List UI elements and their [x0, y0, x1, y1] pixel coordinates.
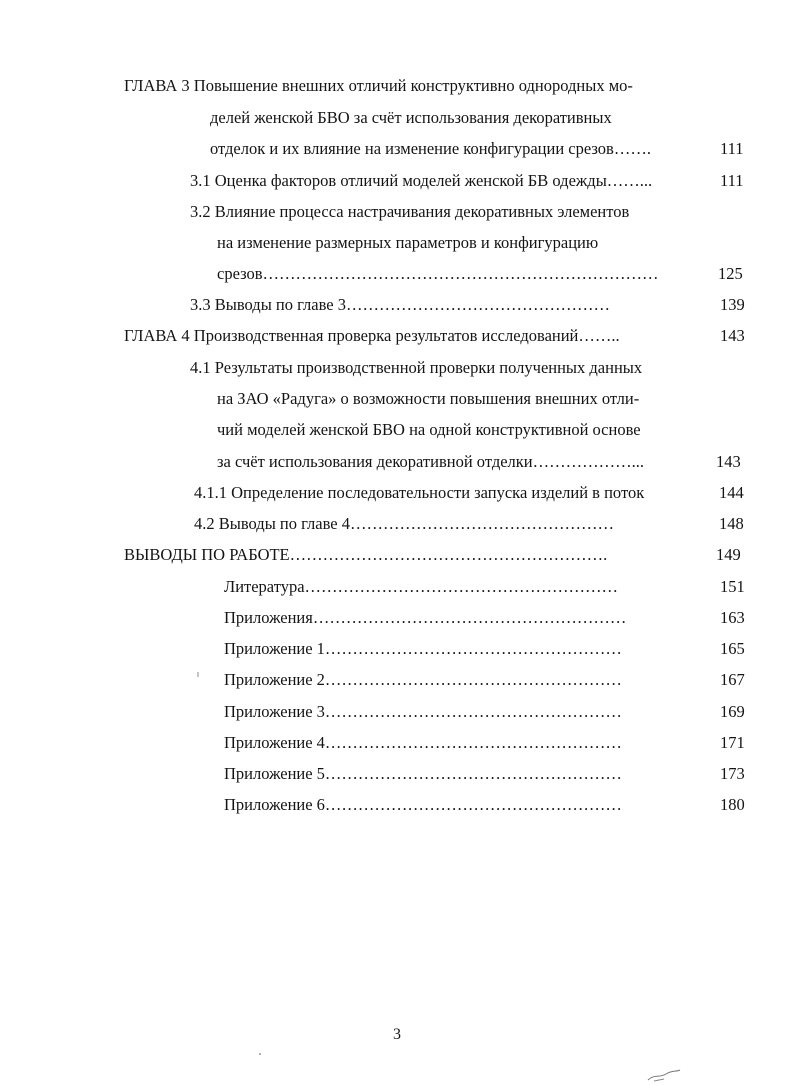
- scan-scribble: [646, 1068, 682, 1084]
- toc-page-number: 149: [716, 545, 741, 564]
- toc-page-number: 169: [720, 702, 745, 721]
- toc-section-4-1-1: 4.1.1 Определение последовательности запуска изделий в поток: [194, 483, 645, 502]
- toc-appendix-6: Приложение 6………………………………………………: [224, 795, 622, 814]
- toc-page-number: 148: [719, 514, 744, 533]
- toc-page-number: 165: [720, 639, 745, 658]
- toc-appendix-2: Приложение 2………………………………………………: [224, 670, 622, 689]
- toc-page-number: 144: [719, 483, 744, 502]
- toc-chapter-3-title-cont: делей женской БВО за счёт использования декоративных: [210, 108, 612, 127]
- toc-page-number: 111: [720, 139, 744, 158]
- toc-appendix-1: Приложение 1………………………………………………: [224, 639, 622, 658]
- toc-section-4-1-end: за счёт использования декоративной отделки………………...: [217, 452, 644, 471]
- toc-page-number: 167: [720, 670, 745, 689]
- page-number: 3: [393, 1026, 401, 1043]
- toc-page-number: 111: [720, 171, 744, 190]
- toc-page-number: 180: [720, 795, 745, 814]
- toc-page-number: 139: [720, 295, 745, 314]
- toc-section-3-2: 3.2 Влияние процесса настрачивания декоративных элементов: [190, 202, 630, 221]
- toc-chapter-4-title: ГЛАВА 4 Производственная проверка результатов исследований……..: [124, 326, 620, 345]
- toc-section-4-1-cont-2: чий моделей женской БВО на одной конструктивной основе: [217, 420, 641, 439]
- toc-section-3-1: 3.1 Оценка факторов отличий моделей женской БВ одежды……...: [190, 171, 653, 190]
- toc-appendices: Приложения…………………………………………………: [224, 608, 627, 627]
- toc-appendix-3: Приложение 3………………………………………………: [224, 702, 622, 721]
- toc-page-number: 143: [720, 326, 745, 345]
- scan-speck: [258, 1052, 262, 1056]
- scan-speck: [196, 672, 200, 678]
- toc-chapter-3-title: ГЛАВА 3 Повышение внешних отличий конструктивно однородных мо-: [124, 76, 633, 95]
- toc-section-4-2: 4.2 Выводы по главе 4…………………………………………: [194, 514, 614, 533]
- toc-chapter-3-title-end: отделок и их влияние на изменение конфигурации срезов…….: [210, 139, 651, 158]
- toc-appendix-4: Приложение 4………………………………………………: [224, 733, 622, 752]
- toc-appendix-5: Приложение 5………………………………………………: [224, 764, 622, 783]
- toc-conclusions: ВЫВОДЫ ПО РАБОТЕ………………………………………………….: [124, 545, 608, 564]
- toc-literature: Литература…………………………………………………: [224, 577, 619, 596]
- toc-page-number: 125: [718, 264, 743, 283]
- toc-section-4-1-cont-1: на ЗАО «Радуга» о возможности повышения внешних отли-: [217, 389, 640, 408]
- toc-section-3-2-end: срезов………………………………………………………………: [217, 264, 659, 283]
- toc-section-3-2-cont: на изменение размерных параметров и конфигурацию: [217, 233, 599, 252]
- toc-page-number: 163: [720, 608, 745, 627]
- toc-page-number: 143: [716, 452, 741, 471]
- toc-section-3-3: 3.3 Выводы по главе 3…………………………………………: [190, 295, 610, 314]
- toc-page-number: 171: [720, 733, 745, 752]
- toc-page-number: 173: [720, 764, 745, 783]
- toc-page-number: 151: [720, 577, 745, 596]
- toc-section-4-1: 4.1 Результаты производственной проверки полученных данных: [190, 358, 643, 377]
